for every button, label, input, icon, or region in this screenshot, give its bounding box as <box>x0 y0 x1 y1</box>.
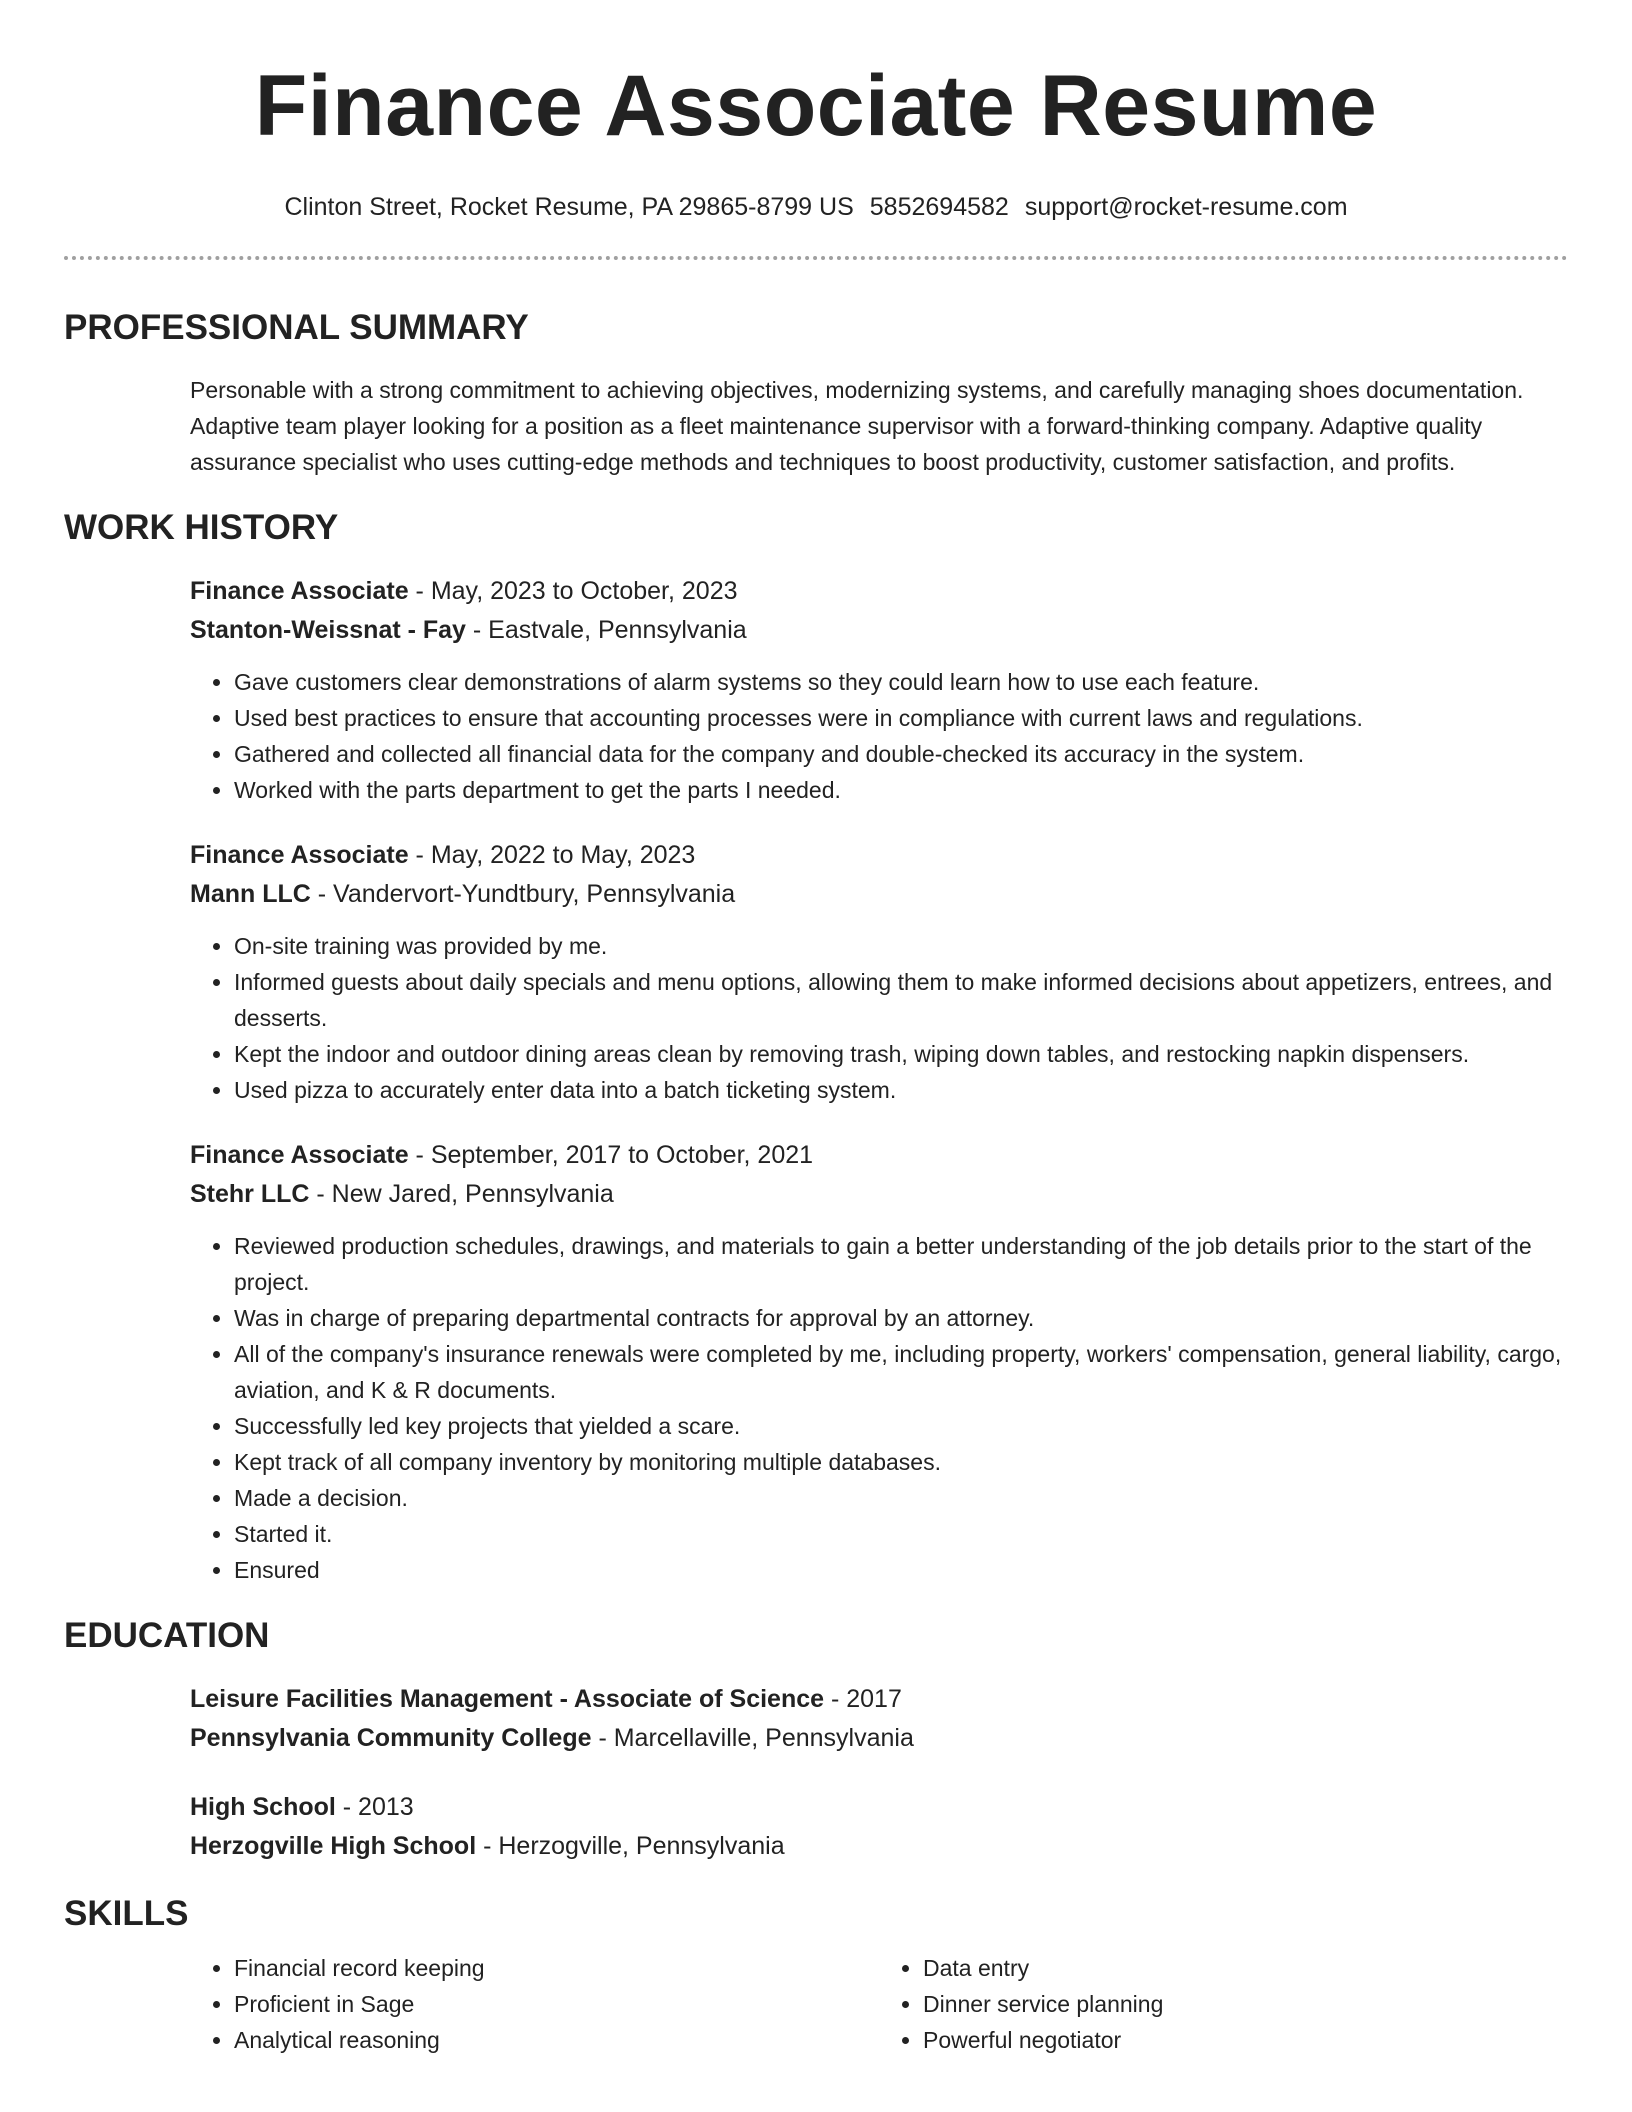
job-bullet: • All of the company's insurance renewals were completed by me, including property, workers' compensation, general liability, cargo, aviation, and K & R documents. <box>234 1336 1568 1408</box>
summary-text: Personable with a strong commitment to achieving objectives, modernizing systems, and carefully managing shoes documentation. Adaptive team player looking for a position as a fleet maintenance supervisor with a forward-thinking company. Adaptive quality assurance specialist who uses cutting-edge methods and techniques to boost productivity, customer satisfaction, and profits. <box>190 377 1524 475</box>
job-dates: - May, 2023 to October, 2023 <box>408 577 738 605</box>
education-school: Herzogville High School <box>190 1832 477 1860</box>
job-bullet: • Kept the indoor and outdoor dining areas clean by removing trash, wiping down tables, and restocking napkin dispensers. <box>234 1036 1568 1072</box>
education-location: - Herzogville, Pennsylvania <box>476 1832 785 1860</box>
job-bullet: • Gathered and collected all financial data for the company and double-checked its accuracy in the system. <box>234 736 1568 772</box>
section-heading-work: WORK HISTORY <box>64 508 339 547</box>
skills-column-2 <box>879 1950 1568 2058</box>
contact-line <box>64 192 1568 222</box>
job-title: Finance Associate <box>190 841 409 869</box>
job-location: - Vandervort-Yundtbury, Pennsylvania <box>310 880 736 908</box>
job-location: - Eastvale, Pennsylvania <box>465 616 747 644</box>
job-bullets <box>190 928 1568 1108</box>
education-location: - Marcellaville, Pennsylvania <box>591 1724 914 1752</box>
contact-address: Clinton Street, Rocket Resume, PA 29865-8799 US <box>284 193 854 221</box>
work-list <box>190 572 1568 1588</box>
education-entry <box>190 1788 1568 1866</box>
job-bullet: • Used pizza to accurately enter data into a batch ticketing system. <box>234 1072 1568 1108</box>
contact-email: support@rocket-resume.com <box>1024 193 1348 221</box>
skills-column-1 <box>190 1950 879 2058</box>
job-company-line <box>190 875 1568 914</box>
job-dates: - May, 2022 to May, 2023 <box>408 841 696 869</box>
job-bullets <box>190 664 1568 808</box>
job-title-line <box>190 836 1568 875</box>
skill-item: • Data entry <box>923 1950 1568 1986</box>
education-school-line <box>190 1719 1568 1758</box>
job-bullet: • On-site training was provided by me. <box>234 928 1568 964</box>
job-company: Mann LLC <box>190 880 311 908</box>
job-bullet: • Worked with the parts department to get the parts I needed. <box>234 772 1568 808</box>
education-entry <box>190 1680 1568 1758</box>
education-degree-line <box>190 1788 1568 1827</box>
skill-item: • Proficient in Sage <box>234 1986 879 2022</box>
job-entry <box>190 1136 1568 1588</box>
skill-item: • Financial record keeping <box>234 1950 879 1986</box>
job-bullet: • Informed guests about daily specials and menu options, allowing them to make informed decisions about appetizers, entrees, and desserts. <box>234 964 1568 1036</box>
education-year: - 2013 <box>335 1793 414 1821</box>
job-title-line <box>190 1136 1568 1175</box>
section-heading-skills: SKILLS <box>64 1894 189 1933</box>
education-degree: Leisure Facilities Management - Associate of Science <box>190 1685 825 1713</box>
job-bullet: • Started it. <box>234 1516 1568 1552</box>
job-title: Finance Associate <box>190 577 409 605</box>
job-bullet: • Was in charge of preparing departmental contracts for approval by an attorney. <box>234 1300 1568 1336</box>
skill-item: • Dinner service planning <box>923 1986 1568 2022</box>
job-bullet: • Used best practices to ensure that accounting processes were in compliance with current laws and regulations. <box>234 700 1568 736</box>
job-bullet: • Kept track of all company inventory by monitoring multiple databases. <box>234 1444 1568 1480</box>
job-bullet: • Ensured <box>234 1552 1568 1588</box>
job-bullets <box>190 1228 1568 1588</box>
job-bullet: • Reviewed production schedules, drawings, and materials to gain a better understanding of the job details prior to the start of the project. <box>234 1228 1568 1300</box>
job-bullet: • Made a decision. <box>234 1480 1568 1516</box>
education-school: Pennsylvania Community College <box>190 1724 592 1752</box>
education-degree: High School <box>190 1793 336 1821</box>
skill-item: • Powerful negotiator <box>923 2022 1568 2058</box>
job-entry <box>190 572 1568 808</box>
contact-phone: 5852694582 <box>869 193 1009 221</box>
job-company-line <box>190 611 1568 650</box>
job-company: Stanton-Weissnat - Fay <box>190 616 466 644</box>
education-school-line <box>190 1827 1568 1866</box>
section-heading-education: EDUCATION <box>64 1616 270 1655</box>
job-bullet: • Successfully led key projects that yielded a scare. <box>234 1408 1568 1444</box>
job-title-line <box>190 572 1568 611</box>
job-company-line <box>190 1175 1568 1214</box>
header-divider <box>64 256 1568 260</box>
resume-title: Finance Associate Resume <box>254 58 1378 154</box>
skills-list <box>190 1950 1568 2058</box>
education-list <box>190 1680 1568 1866</box>
job-entry <box>190 836 1568 1108</box>
job-company: Stehr LLC <box>190 1180 310 1208</box>
job-bullet: • Gave customers clear demonstrations of alarm systems so they could learn how to use each feature. <box>234 664 1568 700</box>
job-dates: - September, 2017 to October, 2021 <box>408 1141 814 1169</box>
skill-item: • Analytical reasoning <box>234 2022 879 2058</box>
job-title: Finance Associate <box>190 1141 409 1169</box>
education-degree-line <box>190 1680 1568 1719</box>
section-heading-summary: PROFESSIONAL SUMMARY <box>64 308 529 347</box>
job-location: - New Jared, Pennsylvania <box>309 1180 614 1208</box>
education-year: - 2017 <box>824 1685 902 1713</box>
